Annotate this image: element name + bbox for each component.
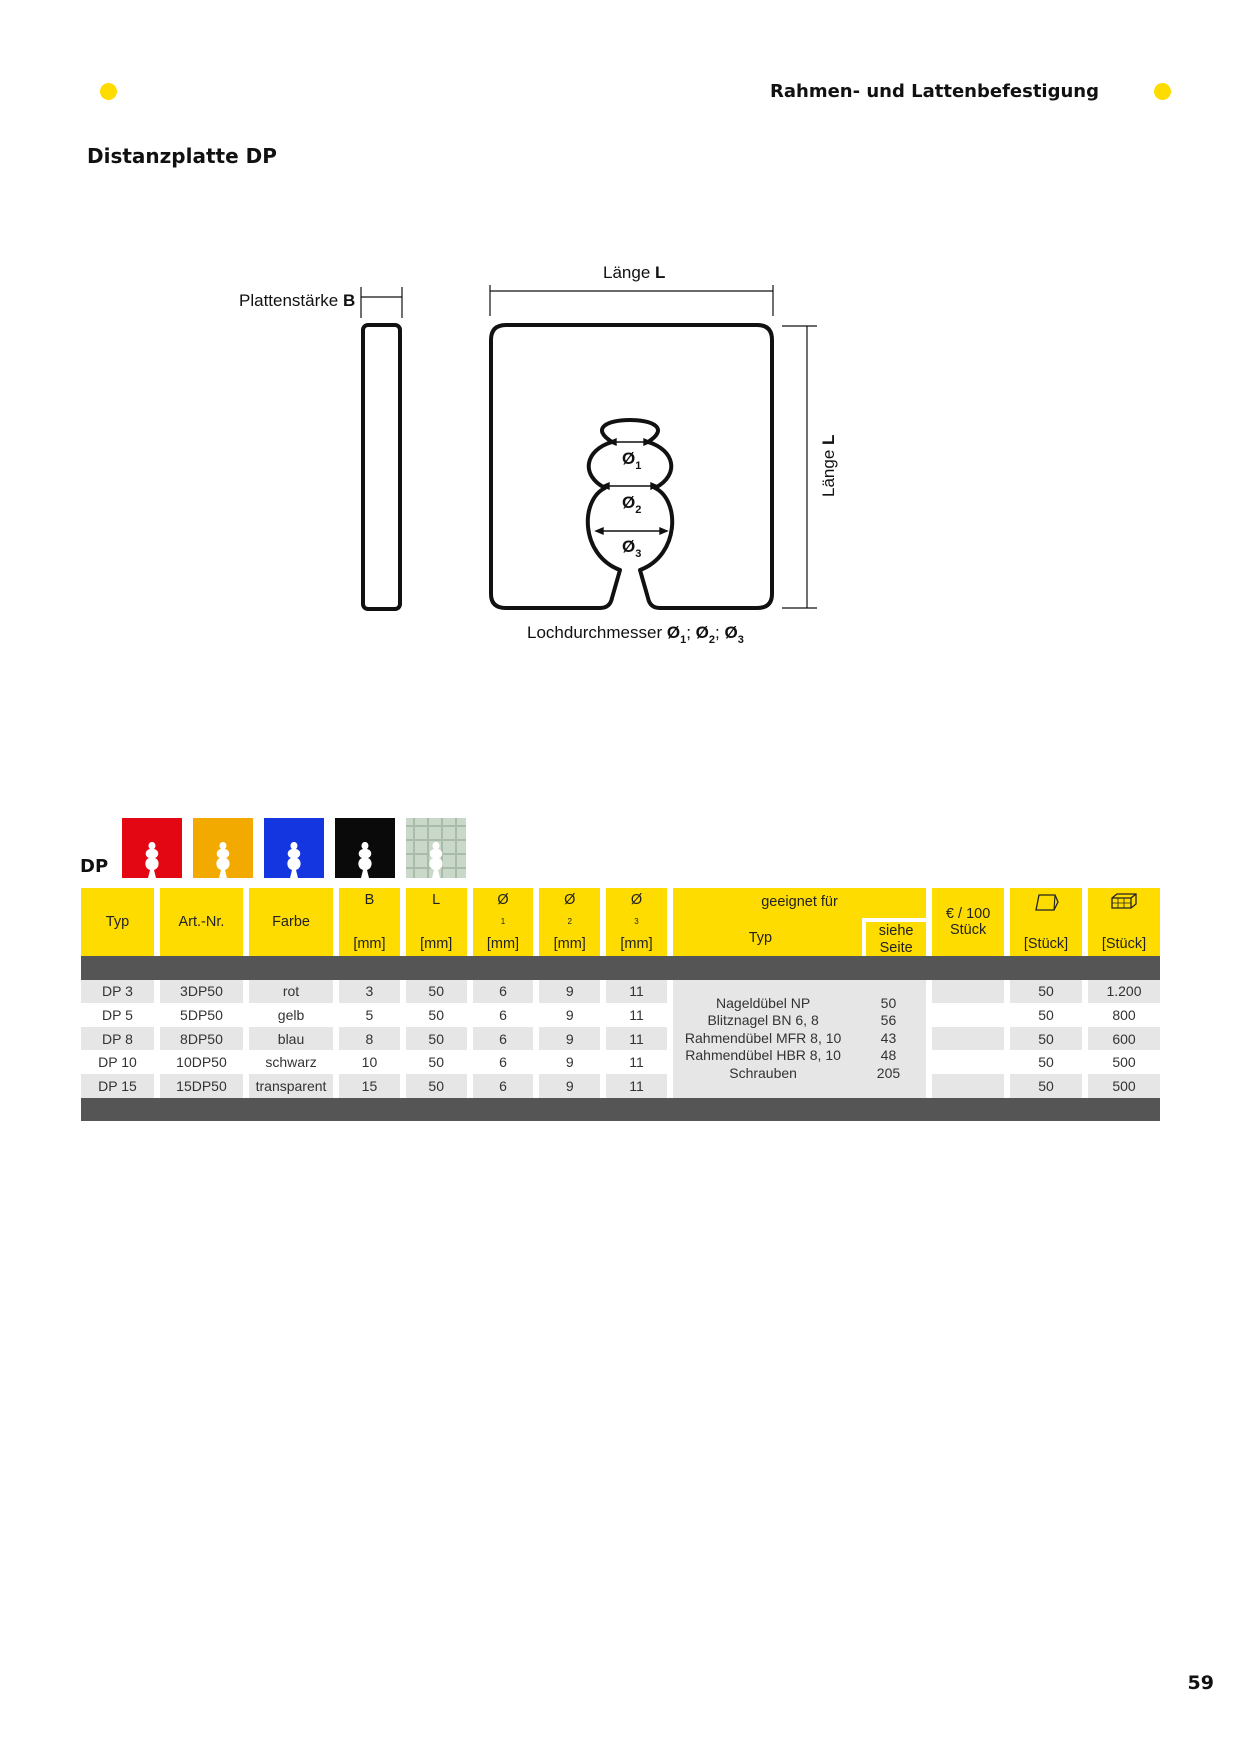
swatch-transparent bbox=[406, 818, 466, 878]
table-row: DP 8 8DP50 blau 8 50 6 9 11 50 600 bbox=[81, 1027, 1160, 1051]
swatch-blue bbox=[264, 818, 324, 878]
th-b: B [mm] bbox=[339, 888, 400, 956]
th-pack-large: [Stück] bbox=[1088, 888, 1160, 956]
diameter-2-label: $Ø_2$ bbox=[622, 493, 642, 516]
th-pack-small: [Stück] bbox=[1010, 888, 1082, 956]
plate-side-view bbox=[363, 325, 400, 609]
swatch-yellow bbox=[193, 818, 253, 878]
swatch-plate bbox=[406, 818, 466, 878]
table-row: DP 10 10DP50 schwarz 10 50 6 9 11 50 500 bbox=[81, 1050, 1160, 1074]
th-d1: Ø $_1$ [mm] bbox=[473, 888, 534, 956]
box-small-icon bbox=[1010, 892, 1082, 916]
color-swatches bbox=[122, 818, 466, 878]
box-large-icon bbox=[1088, 892, 1160, 914]
suitable-types: Nageldübel NP Blitznagel BN 6, 8 Rahmendübel MFR 8, 10 Rahmendübel HBR 8, 10 Schrauben bbox=[684, 994, 842, 1081]
length-label-top: Länge L bbox=[603, 263, 666, 282]
product-label: DP bbox=[80, 856, 109, 877]
swatch-black bbox=[335, 818, 395, 878]
swatch-red bbox=[122, 818, 182, 878]
th-art-nr: Art.-Nr. bbox=[160, 888, 243, 956]
page-title: Distanzplatte DP bbox=[87, 144, 277, 168]
th-l: L [mm] bbox=[406, 888, 467, 956]
thickness-label: Plattenstärke B bbox=[239, 291, 356, 310]
technical-drawing bbox=[0, 0, 1240, 700]
swatch-plate bbox=[122, 818, 182, 878]
spec-table bbox=[75, 888, 1166, 1121]
hole-diameter-caption: Lochdurchmesser $Ø_1$; $Ø_2$; $Ø_3$ bbox=[527, 623, 744, 646]
suitable-pages: 50 56 43 48 205 bbox=[876, 994, 901, 1081]
length-label-side: Länge L bbox=[819, 434, 838, 497]
th-farbe: Farbe bbox=[249, 888, 333, 956]
page-number: 59 bbox=[1187, 1672, 1214, 1694]
th-d2: Ø $_2$ [mm] bbox=[539, 888, 600, 956]
table-row: DP 3 3DP50 rot 3 50 6 9 11 Nageldübel NP Blitznagel BN 6, 8 Rahmendübel MFR 8, 10 Rahmendübel HBR 8, 10 Schrauben 50 56 43 48 205 50 1.200 bbox=[81, 980, 1160, 1004]
diameter-1-label: $Ø_1$ bbox=[622, 449, 642, 472]
diameter-3-label: $Ø_3$ bbox=[622, 537, 642, 560]
swatch-plate bbox=[264, 818, 324, 878]
th-typ: Typ bbox=[81, 888, 154, 956]
swatch-plate bbox=[193, 818, 253, 878]
table-row: DP 5 5DP50 gelb 5 50 6 9 11 50 800 bbox=[81, 1003, 1160, 1027]
swatch-plate bbox=[335, 818, 395, 878]
th-d3: Ø $_3$ [mm] bbox=[606, 888, 667, 956]
table-row: DP 15 15DP50 transparent 15 50 6 9 11 50 500 bbox=[81, 1074, 1160, 1098]
th-geeignet: geeignet für Typ siehe Seite bbox=[673, 888, 926, 956]
th-price: € / 100 Stück bbox=[932, 888, 1004, 956]
suitable-cell bbox=[673, 980, 926, 1098]
section-title: Rahmen- und Lattenbefestigung bbox=[770, 81, 1099, 102]
